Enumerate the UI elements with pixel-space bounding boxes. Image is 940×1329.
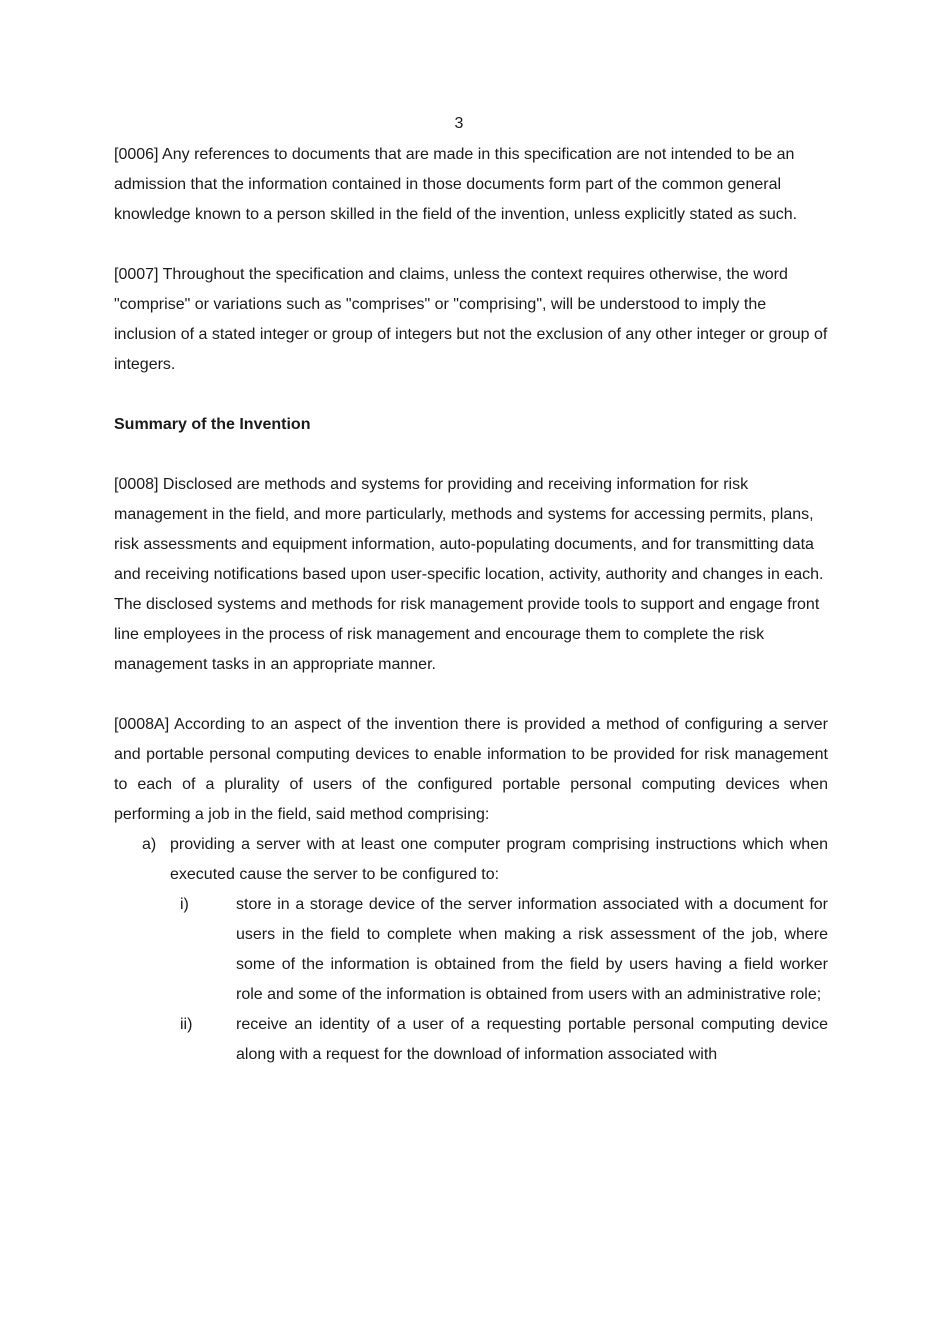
page-number: 3 xyxy=(454,115,464,132)
list-marker-ii: ii) xyxy=(180,1016,193,1033)
list-item-a-text: providing a server with at least one computer program comprising instructions which when executed cause the server to be configured to: xyxy=(170,836,828,883)
list-item-ii xyxy=(114,1010,828,1070)
list-item-ii-text: receive an identity of a user of a requesting portable personal computing device along with a request for the download of information associated with xyxy=(236,1016,828,1063)
paragraph-0006: [0006] Any references to documents that are made in this specification are not intended to be an admission that the information contained in those documents form part of the common general knowledge known to a person skilled in the field of the invention, unless explicitly stated as such. xyxy=(114,146,798,223)
list-item-i xyxy=(114,890,828,1010)
section-heading-summary: Summary of the Invention xyxy=(114,416,311,433)
paragraph-0008: [0008] Disclosed are methods and systems for providing and receiving information for risk management in the field, and more particularly, methods and systems for accessing permits, plans, risk assessments and equipment information, auto-populating documents, and for transmitting data and receiving notifications based upon user-specific location, activity, authority and changes in each. The disclosed systems and methods for risk management provide tools to support and engage front line employees in the process of risk management and encourage them to complete the risk management tasks in an appropriate manner. xyxy=(114,476,824,673)
list-marker-i: i) xyxy=(180,896,189,913)
document-body xyxy=(114,140,828,1070)
list-item-i-text: store in a storage device of the server information associated with a document for users in the field to complete when making a risk assessment of the job, where some of the information is obtained from the field by users having a field worker role and some of the information is obtained from users with an administrative role; xyxy=(236,896,828,1003)
list-item-a xyxy=(114,830,828,890)
paragraph-0008A: [0008A] According to an aspect of the invention there is provided a method of configuring a server and portable personal computing devices to enable information to be provided for risk management to each of a plurality of users of the configured portable personal computing devices when performing a job in the field, said method comprising: xyxy=(114,716,828,823)
list-marker-a: a) xyxy=(142,836,157,853)
paragraph-0007: [0007] Throughout the specification and claims, unless the context requires otherwise, the word "comprise" or variations such as "comprises" or "comprising", will be understood to imply the inclusion of a stated integer or group of integers but not the exclusion of any other integer or group of integers. xyxy=(114,266,828,373)
